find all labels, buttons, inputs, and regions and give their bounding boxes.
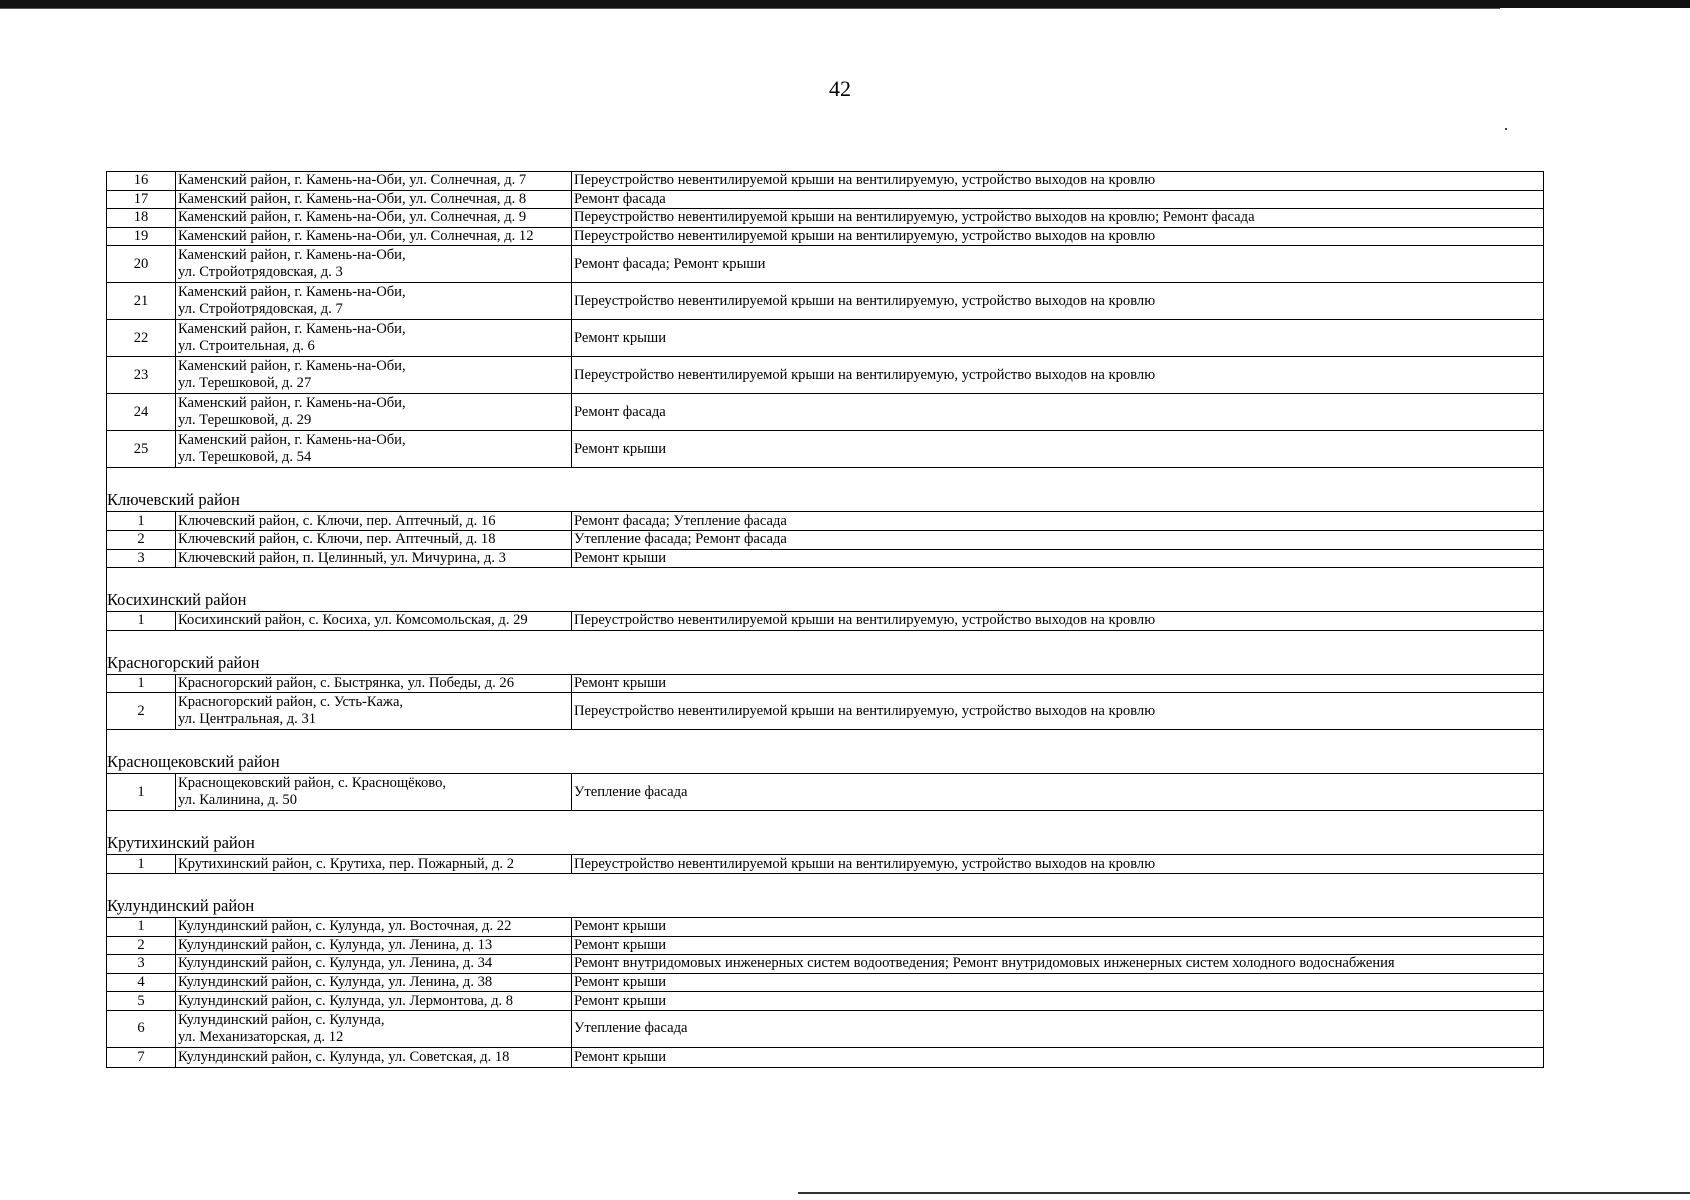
work-type-cell: Ремонт крыши: [574, 675, 667, 692]
row-number: 4: [107, 974, 176, 992]
address-line: ул. Терешковой, д. 54: [178, 449, 312, 466]
address-line: Кулундинский район, с. Кулунда, ул. Ленина, д. 38: [178, 974, 493, 991]
row-number: 20: [107, 246, 176, 282]
address-line: Каменский район, г. Камень-на-Оби, ул. Солнечная, д. 9: [178, 209, 527, 226]
work-type-cell: Ремонт фасада: [574, 190, 666, 207]
table-row: [107, 974, 1543, 993]
address-cell: [176, 675, 572, 693]
address-cell: [176, 918, 572, 936]
address-cell: [176, 228, 572, 246]
work-type-cell: Ремонт фасада; Ремонт крыши: [574, 255, 766, 272]
work-type-cell: Переустройство невентилируемой крыши на вентилируемую, устройство выходов на кровлю: [574, 228, 1156, 245]
address-cell: [176, 531, 572, 549]
work-type-cell: Переустройство невентилируемой крыши на вентилируемую, устройство выходов на кровлю: [574, 702, 1156, 719]
address-line: Каменский район, г. Камень-на-Оби,: [178, 321, 406, 338]
address-cell: [176, 693, 572, 729]
row-number: 1: [107, 675, 176, 693]
row-number: 17: [107, 191, 176, 209]
page-number: 42: [829, 76, 851, 101]
row-number: 7: [107, 1048, 176, 1067]
row-number: 2: [107, 531, 176, 549]
scan-top-edge: [0, 0, 1690, 8]
work-type-cell: Ремонт крыши: [574, 329, 667, 346]
district-heading: Крутихинский район: [107, 811, 1543, 855]
address-line: ул. Механизаторская, д. 12: [178, 1028, 344, 1045]
table-row: [107, 431, 1543, 468]
table-row: [107, 394, 1543, 431]
work-type-cell: Переустройство невентилируемой крыши на вентилируемую, устройство выходов на кровлю: [574, 612, 1156, 629]
table-row: [107, 320, 1543, 357]
row-number: 24: [107, 394, 176, 430]
address-line: ул. Строительная, д. 6: [178, 338, 315, 355]
table-row: [107, 246, 1543, 283]
address-line: Каменский район, г. Камень-на-Оби, ул. Солнечная, д. 7: [178, 172, 527, 189]
row-number: 1: [107, 512, 176, 530]
address-line: Каменский район, г. Камень-на-Оби, ул. Солнечная, д. 8: [178, 190, 527, 207]
address-cell: [176, 992, 572, 1010]
address-cell: [176, 191, 572, 209]
table-row: [107, 774, 1543, 811]
table-row: [107, 512, 1543, 531]
address-line: Ключевский район, п. Целинный, ул. Мичурина, д. 3: [178, 549, 506, 566]
scan-speck: [1505, 128, 1507, 130]
address-cell: [176, 855, 572, 873]
table-row: [107, 228, 1543, 247]
address-line: ул. Терешковой, д. 29: [178, 412, 312, 429]
address-line: Красногорский район, с. Быстрянка, ул. Победы, д. 26: [178, 675, 515, 692]
scan-top-line: [0, 8, 1500, 9]
address-line: Кулундинский район, с. Кулунда,: [178, 1011, 385, 1028]
address-line: Каменский район, г. Камень-на-Оби,: [178, 358, 406, 375]
address-line: Ключевский район, с. Ключи, пер. Аптечный, д. 18: [178, 531, 496, 548]
work-type-cell: Переустройство невентилируемой крыши на вентилируемую, устройство выходов на кровлю: [574, 172, 1156, 189]
work-type-cell: Переустройство невентилируемой крыши на вентилируемую, устройство выходов на кровлю; Ремонт фасада: [574, 209, 1255, 226]
district-heading: Краснощековский район: [107, 730, 1543, 774]
address-cell: [176, 550, 572, 568]
work-type-cell: Ремонт крыши: [574, 918, 667, 935]
row-number: 1: [107, 774, 176, 810]
address-line: Каменский район, г. Камень-на-Оби,: [178, 432, 406, 449]
work-type-cell: Ремонт крыши: [574, 974, 667, 991]
work-type-cell: Утепление фасада: [574, 1020, 688, 1037]
table-row: [107, 612, 1543, 631]
row-number: 6: [107, 1011, 176, 1047]
work-type-cell: Ремонт крыши: [574, 936, 667, 953]
address-line: Кулундинский район, с. Кулунда, ул. Ленина, д. 13: [178, 936, 493, 953]
district-heading: Красногорский район: [107, 631, 1543, 675]
table-row: [107, 191, 1543, 210]
address-line: Каменский район, г. Камень-на-Оби, ул. Солнечная, д. 12: [178, 228, 534, 245]
work-type-cell: Переустройство невентилируемой крыши на вентилируемую, устройство выходов на кровлю: [574, 855, 1156, 872]
row-number: 5: [107, 992, 176, 1010]
address-cell: [176, 974, 572, 992]
table-row: [107, 209, 1543, 228]
scan-bottom-edge: [798, 1192, 1690, 1194]
row-number: 1: [107, 918, 176, 936]
row-number: 1: [107, 855, 176, 873]
table-row: [107, 357, 1543, 394]
work-type-cell: Ремонт внутридомовых инженерных систем водоотведения; Ремонт внутридомовых инженерных систем холодного водоснабжения: [574, 955, 1395, 972]
address-line: Кулундинский район, с. Кулунда, ул. Ленина, д. 34: [178, 955, 493, 972]
address-line: ул. Стройотрядовская, д. 3: [178, 264, 343, 281]
work-type-cell: Ремонт крыши: [574, 992, 667, 1009]
address-line: Крутихинский район, с. Крутиха, пер. Пожарный, д. 2: [178, 855, 514, 872]
table-row: [107, 918, 1543, 937]
address-cell: [176, 394, 572, 430]
address-cell: [176, 955, 572, 973]
work-type-cell: Утепление фасада: [574, 783, 688, 800]
row-number: 3: [107, 955, 176, 973]
address-cell: [176, 246, 572, 282]
work-type-cell: Ремонт фасада: [574, 403, 666, 420]
table-row: [107, 675, 1543, 694]
table-row: [107, 992, 1543, 1011]
address-cell: [176, 431, 572, 467]
work-type-cell: Ремонт крыши: [574, 1048, 667, 1065]
district-heading: Ключевский район: [107, 468, 1543, 512]
row-number: 1: [107, 612, 176, 630]
work-type-cell: Утепление фасада; Ремонт фасада: [574, 531, 787, 548]
table-row: [107, 937, 1543, 956]
row-number: 16: [107, 172, 176, 190]
address-line: Каменский район, г. Камень-на-Оби,: [178, 395, 406, 412]
row-number: 23: [107, 357, 176, 393]
row-number: 2: [107, 937, 176, 955]
address-cell: [176, 357, 572, 393]
table-row: [107, 172, 1543, 191]
table-row: [107, 531, 1543, 550]
address-cell: [176, 209, 572, 227]
address-line: Каменский район, г. Камень-на-Оби,: [178, 284, 406, 301]
row-number: 25: [107, 431, 176, 467]
district-heading: Косихинский район: [107, 568, 1543, 612]
work-type-cell: Переустройство невентилируемой крыши на вентилируемую, устройство выходов на кровлю: [574, 366, 1156, 383]
table-row: [107, 1011, 1543, 1048]
table-row: [107, 1048, 1543, 1067]
address-line: Косихинский район, с. Косиха, ул. Комсомольская, д. 29: [178, 612, 528, 629]
address-line: ул. Терешковой, д. 27: [178, 375, 312, 392]
row-number: 19: [107, 228, 176, 246]
table-row: [107, 855, 1543, 874]
address-cell: [176, 1011, 572, 1047]
address-cell: [176, 512, 572, 530]
address-line: ул. Стройотрядовская, д. 7: [178, 301, 343, 318]
address-cell: [176, 612, 572, 630]
table-row: [107, 693, 1543, 730]
repair-works-table: [106, 171, 1544, 1068]
work-type-cell: Ремонт крыши: [574, 440, 667, 457]
address-line: Каменский район, г. Камень-на-Оби,: [178, 247, 406, 264]
work-type-cell: Ремонт фасада; Утепление фасада: [574, 512, 787, 529]
address-line: Кулундинский район, с. Кулунда, ул. Советская, д. 18: [178, 1048, 510, 1065]
row-number: 21: [107, 283, 176, 319]
row-number: 3: [107, 550, 176, 568]
address-line: Ключевский район, с. Ключи, пер. Аптечный, д. 16: [178, 512, 496, 529]
row-number: 22: [107, 320, 176, 356]
address-cell: [176, 937, 572, 955]
address-line: Кулундинский район, с. Кулунда, ул. Восточная, д. 22: [178, 918, 512, 935]
address-line: ул. Центральная, д. 31: [178, 711, 317, 728]
table-row: [107, 955, 1543, 974]
address-cell: [176, 774, 572, 810]
table-row: [107, 550, 1543, 569]
address-line: Красногорский район, с. Усть-Кажа,: [178, 694, 404, 711]
district-heading: Кулундинский район: [107, 874, 1543, 918]
address-cell: [176, 1048, 572, 1067]
table-row: [107, 283, 1543, 320]
work-type-cell: Переустройство невентилируемой крыши на вентилируемую, устройство выходов на кровлю: [574, 292, 1156, 309]
address-line: Кулундинский район, с. Кулунда, ул. Лермонтова, д. 8: [178, 992, 514, 1009]
work-type-cell: Ремонт крыши: [574, 549, 667, 566]
address-line: Краснощековский район, с. Краснощёково,: [178, 775, 447, 792]
address-cell: [176, 283, 572, 319]
row-number: 18: [107, 209, 176, 227]
address-line: ул. Калинина, д. 50: [178, 792, 297, 809]
address-cell: [176, 320, 572, 356]
address-cell: [176, 172, 572, 190]
row-number: 2: [107, 693, 176, 729]
